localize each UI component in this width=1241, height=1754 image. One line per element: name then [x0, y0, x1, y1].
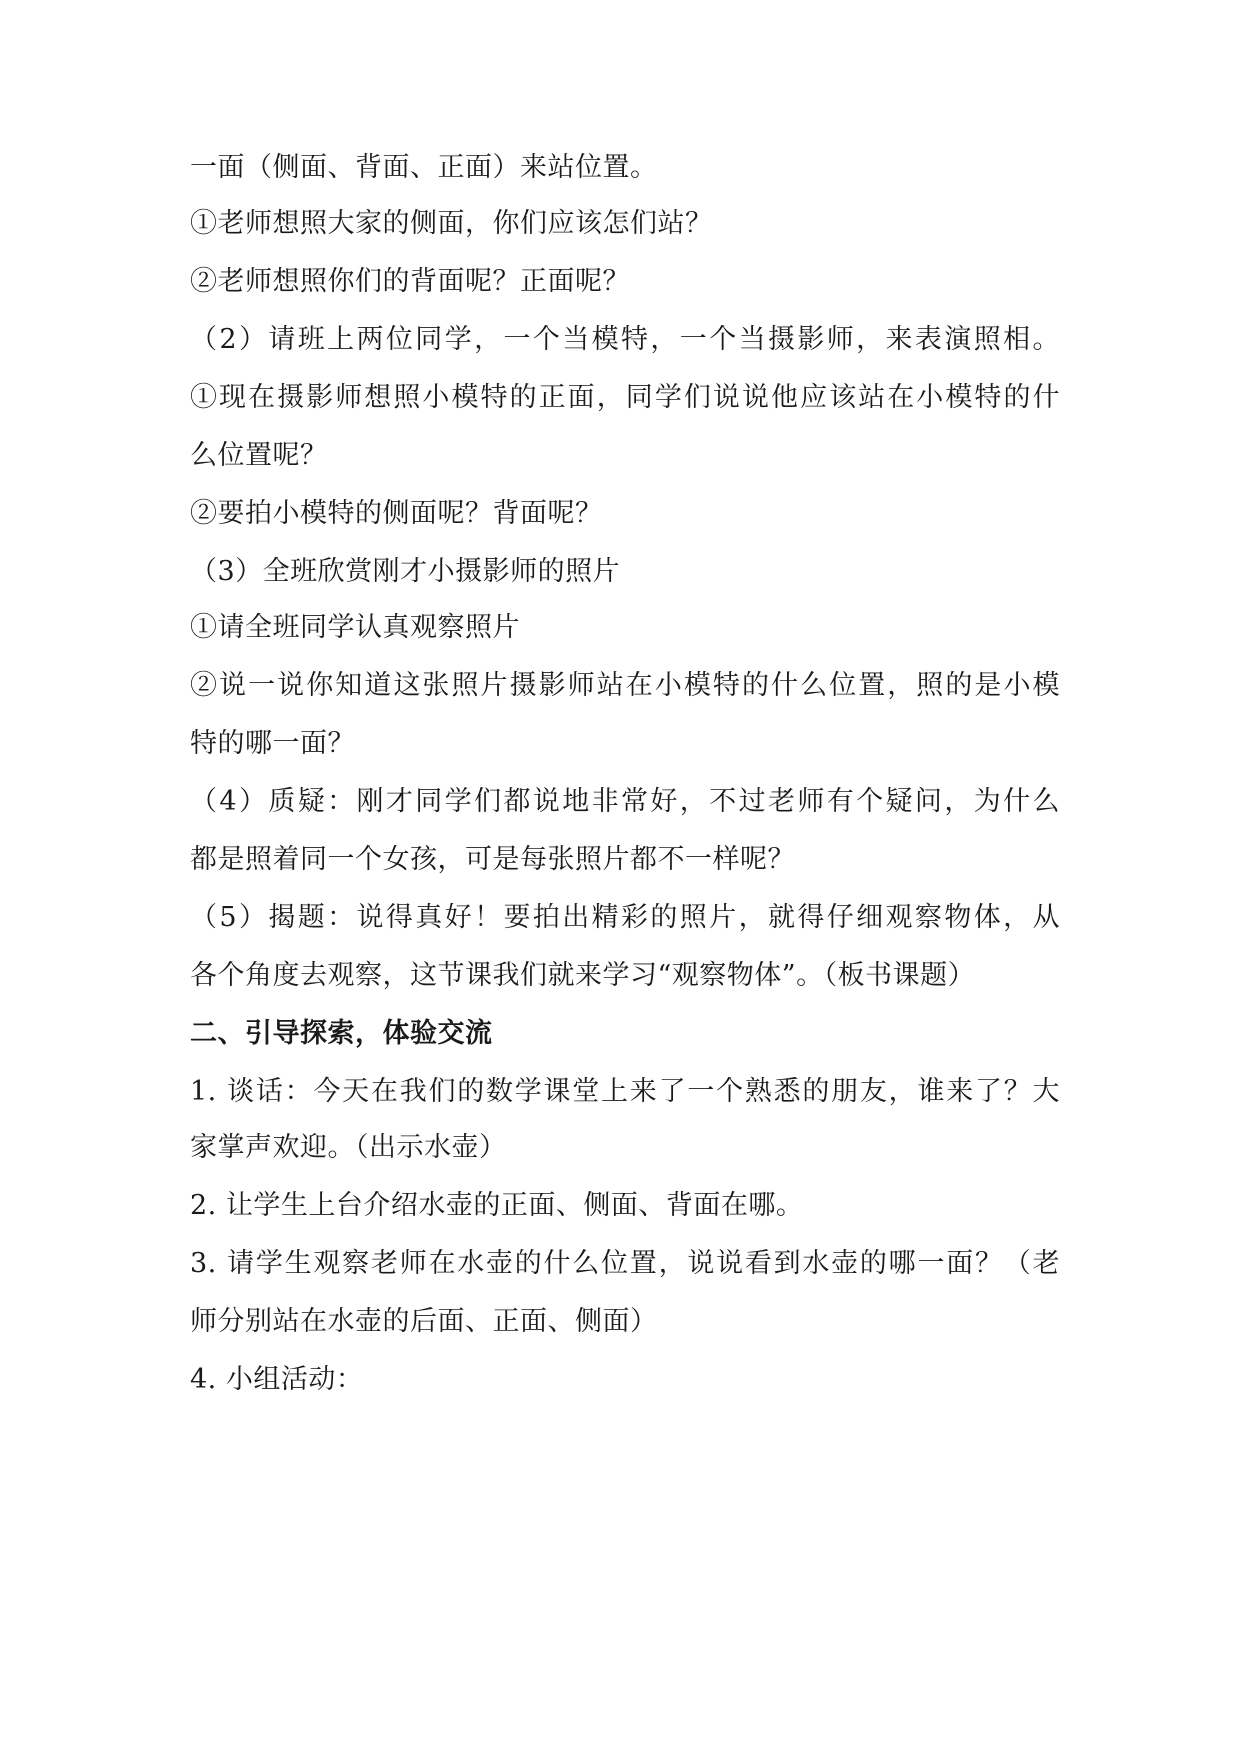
section-heading: 二、引导探索，体验交流: [190, 1018, 493, 1049]
text-line: ②要拍小模特的侧面呢？背面呢？: [190, 498, 603, 529]
text-line: 师分别站在水壶的后面、正面、侧面）: [190, 1306, 658, 1337]
text-line: （4）质疑：刚才同学们都说地非常好，不过老师有个疑问，为什么: [190, 786, 1060, 817]
text-line: 1. 谈话：今天在我们的数学课堂上来了一个熟悉的朋友，谁来了？大: [190, 1076, 1060, 1107]
text-line: ①现在摄影师想照小模特的正面，同学们说说他应该站在小模特的什: [190, 382, 1060, 413]
text-line: ①老师想照大家的侧面，你们应该怎们站？: [190, 208, 713, 239]
text-line: 家掌声欢迎。（出示水壶）: [190, 1132, 507, 1163]
text-line: （5）揭题：说得真好！要拍出精彩的照片，就得仔细观察物体，从: [190, 902, 1060, 933]
text-line: 4. 小组活动：: [190, 1364, 364, 1395]
text-line: 一面（侧面、背面、正面）来站位置。: [190, 152, 658, 183]
text-line: 各个角度去观察，这节课我们就来学习“观察物体”。（板书课题）: [190, 960, 976, 991]
text-line: （2）请班上两位同学，一个当模特，一个当摄影师，来表演照相。: [190, 324, 1060, 355]
text-line: ①请全班同学认真观察照片: [190, 612, 520, 643]
text-line: ②老师想照你们的背面呢？正面呢？: [190, 266, 630, 297]
text-line: 特的哪一面？: [190, 728, 355, 759]
text-line: 都是照着同一个女孩，可是每张照片都不一样呢？: [190, 844, 795, 875]
text-line: （3）全班欣赏刚才小摄影师的照片: [190, 556, 621, 587]
text-line: 2. 让学生上台介绍水壶的正面、侧面、背面在哪。: [190, 1190, 804, 1221]
text-line: 么位置呢？: [190, 440, 328, 471]
text-line: ②说一说你知道这张照片摄影师站在小模特的什么位置，照的是小模: [190, 670, 1060, 701]
text-line: 3. 请学生观察老师在水壶的什么位置，说说看到水壶的哪一面？（老: [190, 1248, 1060, 1279]
